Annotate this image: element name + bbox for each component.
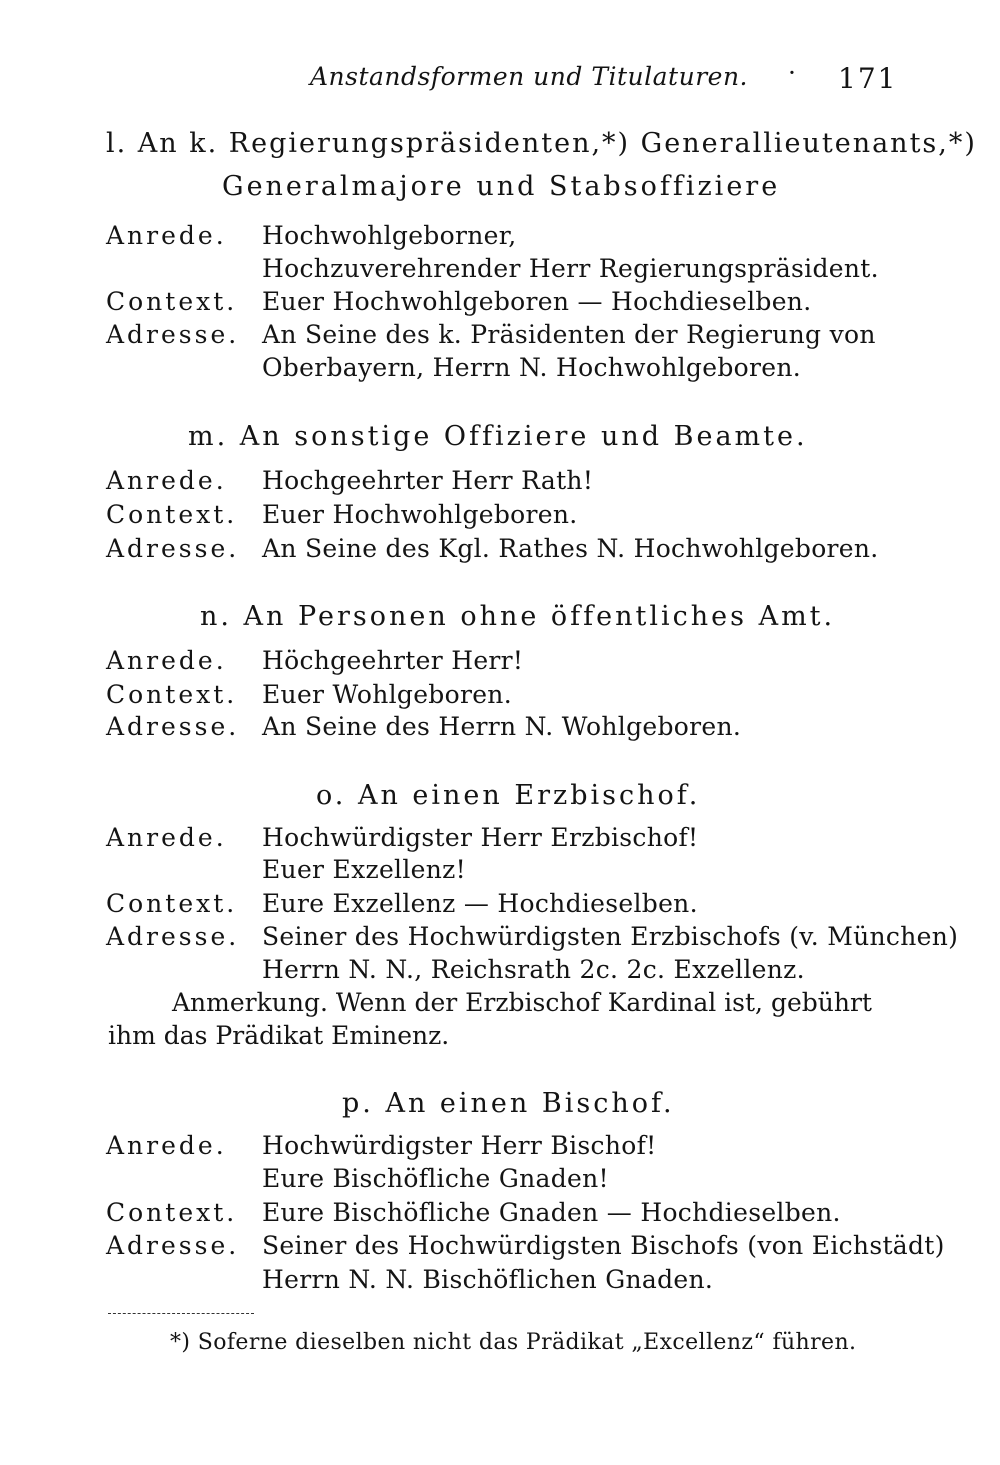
section-o-anrede-line1: Hochwürdigster Herr Erzbischof! <box>262 823 699 852</box>
section-l-context-label: Context. <box>106 287 238 316</box>
section-m-context-line1: Euer Hochwohlgeboren. <box>262 500 578 529</box>
section-l-adresse-line2: Oberbayern, Herrn N. Hochwohlgeboren. <box>262 353 801 382</box>
footnote: *) Soferne dieselben nicht das Prädikat „Excellenz“ führen. <box>170 1330 857 1355</box>
page-number: 171 <box>838 62 898 95</box>
section-p-anrede-line2: Eure Bischöfliche Gnaden! <box>262 1164 609 1193</box>
section-l-heading-line2: Generalmajore und Stabsoffiziere <box>222 171 781 202</box>
section-n-heading: n. An Personen ohne öffentliches Amt. <box>200 601 836 632</box>
section-l-context-line1: Euer Hochwohlgeboren — Hochdieselben. <box>262 287 812 316</box>
section-n-adresse-label: Adresse. <box>106 712 240 741</box>
section-l-anrede-line2: Hochzuverehrender Herr Regierungspräsident. <box>262 254 879 283</box>
section-o-anrede-label: Anrede. <box>106 823 227 852</box>
footnote-separator <box>108 1313 254 1314</box>
section-m-anrede-label: Anrede. <box>106 466 227 495</box>
section-m-heading: m. An sonstige Offiziere und Beamte. <box>188 421 808 452</box>
section-o-anrede-line2: Euer Exzellenz! <box>262 855 466 884</box>
section-n-anrede-line1: Höchgeehrter Herr! <box>262 646 524 675</box>
section-l-adresse-label: Adresse. <box>106 320 240 349</box>
section-o-note-line1: Anmerkung. Wenn der Erzbischof Kardinal ist, gebührt <box>172 988 872 1017</box>
section-n-adresse-line1: An Seine des Herrn N. Wohlgeboren. <box>262 712 742 741</box>
section-p-heading: p. An einen Bischof. <box>342 1088 675 1119</box>
section-o-context-label: Context. <box>106 889 238 918</box>
section-m-adresse-line1: An Seine des Kgl. Rathes N. Hochwohlgeboren. <box>262 534 879 563</box>
section-p-anrede-label: Anrede. <box>106 1131 227 1160</box>
section-l-anrede-line1: Hochwohlgeborner, <box>262 221 517 250</box>
section-o-adresse-line1: Seiner des Hochwürdigsten Erzbischofs (v. München) <box>262 922 959 951</box>
section-n-context-line1: Euer Wohlgeboren. <box>262 680 512 709</box>
section-m-anrede-line1: Hochgeehrter Herr Rath! <box>262 466 594 495</box>
section-n-context-label: Context. <box>106 680 238 709</box>
section-n-anrede-label: Anrede. <box>106 646 227 675</box>
section-o-note-line2: ihm das Prädikat Eminenz. <box>108 1021 450 1050</box>
section-p-adresse-line1: Seiner des Hochwürdigsten Bischofs (von Eichstädt) <box>262 1231 945 1260</box>
section-p-anrede-line1: Hochwürdigster Herr Bischof! <box>262 1131 657 1160</box>
section-p-adresse-label: Adresse. <box>106 1231 240 1260</box>
section-o-heading: o. An einen Erzbischof. <box>316 780 701 811</box>
section-m-adresse-label: Adresse. <box>106 534 240 563</box>
running-title: Anstandsformen und Titulaturen. <box>310 62 748 91</box>
section-p-adresse-line2: Herrn N. N. Bischöflichen Gnaden. <box>262 1265 714 1294</box>
section-l-anrede-label: Anrede. <box>106 221 227 250</box>
section-o-adresse-line2: Herrn N. N., Reichsrath 2c. 2c. Exzellenz. <box>262 955 805 984</box>
section-m-context-label: Context. <box>106 500 238 529</box>
section-o-adresse-label: Adresse. <box>106 922 240 951</box>
section-l-heading-line1: l. An k. Regierungspräsidenten,*) Generallieutenants,*) <box>106 128 977 159</box>
header-dot: · <box>788 58 796 87</box>
section-p-context-label: Context. <box>106 1198 238 1227</box>
section-p-context-line1: Eure Bischöfliche Gnaden — Hochdieselben. <box>262 1198 841 1227</box>
section-o-context-line1: Eure Exzellenz — Hochdieselben. <box>262 889 698 918</box>
section-l-adresse-line1: An Seine des k. Präsidenten der Regierung von <box>262 320 876 349</box>
